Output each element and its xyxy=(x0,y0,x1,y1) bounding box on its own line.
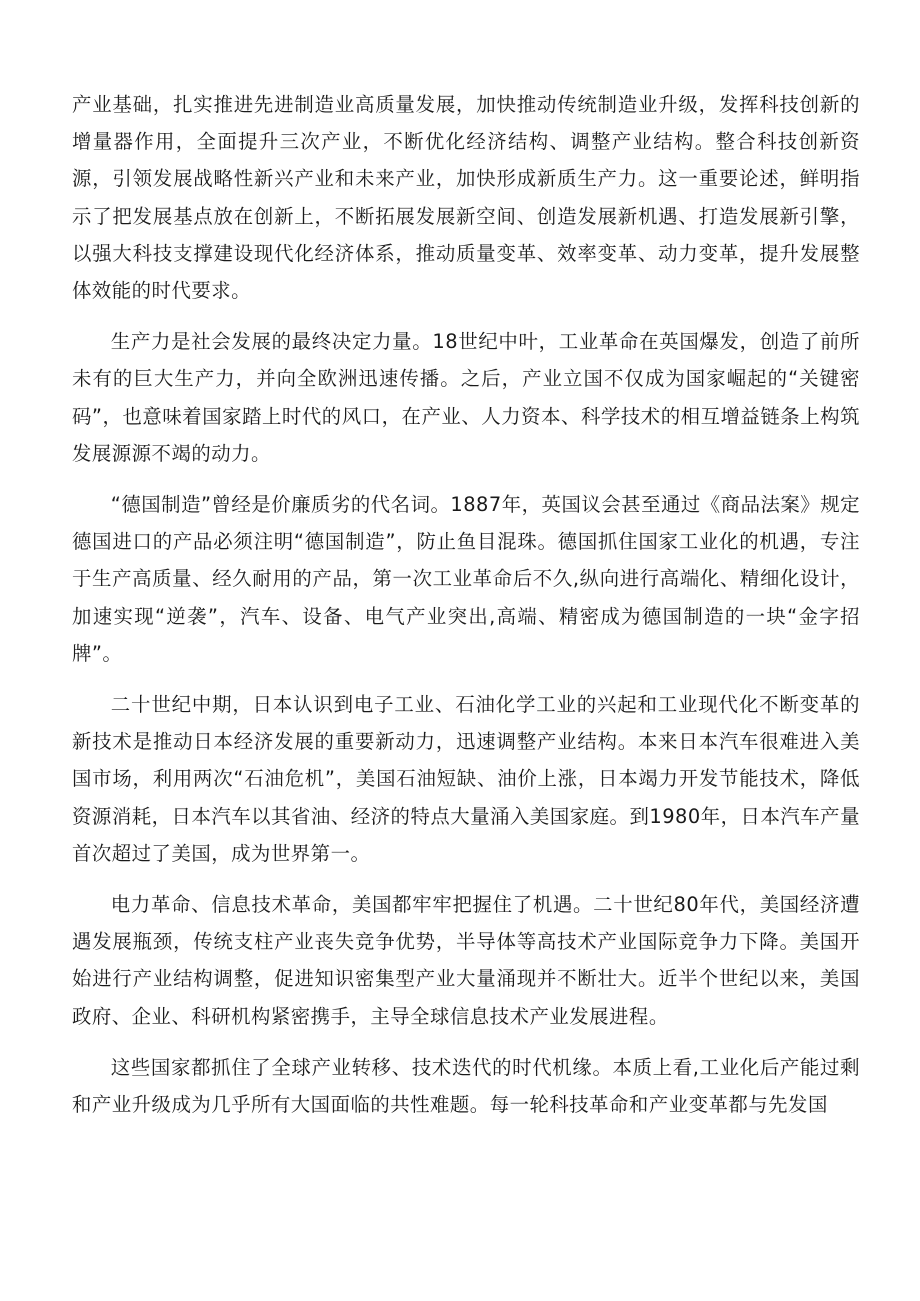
paragraph-3: “德国制造”曾经是价廉质劣的代名词。1887年，英国议会甚至通过《商品法案》规定德国进口的产品必须注明“德国制造”，防止鱼目混珠。德国抓住国家工业化的机遇，专注于生产高质量、经久耐用的产品，第一次工业革命后不久,纵向进行高端化、精细化设计，加速实现“逆袭”，汽车、设备、电气产业突出,高端、精密成为德国制造的一块“金字招牌”。 xyxy=(72,493,860,665)
paragraph-6: 这些国家都抓住了全球产业转移、技术迭代的时代机缘。本质上看,工业化后产能过剩和产业升级成为几乎所有大国面临的共性难题。每一轮科技革命和产业变革都与先发国 xyxy=(72,1055,860,1117)
paragraph-5: 电力革命、信息技术革命，美国都牢牢把握住了机遇。二十世纪80年代，美国经济遭遇发展瓶颈，传统支柱产业丧失竞争优势，半导体等高技术产业国际竞争力下降。美国开始进行产业结构调整，促进知识密集型产业大量涌现并不断壮大。近半个世纪以来，美国政府、企业、科研机构紧密携手，主导全球信息技术产业发展进程。 xyxy=(72,893,860,1028)
paragraph-4: 二十世纪中期，日本认识到电子工业、石油化学工业的兴起和工业现代化不断变革的新技术是推动日本经济发展的重要新动力，迅速调整产业结构。本来日本汽车很难进入美国市场，利用两次“石油危机”，美国石油短缺、油价上涨，日本竭力开发节能技术，降低资源消耗，日本汽车以其省油、经济的特点大量涌入美国家庭。到1980年，日本汽车产量首次超过了美国，成为世界第一。 xyxy=(72,693,860,865)
paragraph-2: 生产力是社会发展的最终决定力量。18世纪中叶，工业革命在英国爆发，创造了前所未有的巨大生产力，并向全欧洲迅速传播。之后，产业立国不仅成为国家崛起的“关键密码”，也意味着国家踏上时代的风口，在产业、人力资本、科学技术的相互增益链条上构筑发展源源不竭的动力。 xyxy=(72,330,860,465)
paragraph-1: 产业基础，扎实推进先进制造业高质量发展，加快推动传统制造业升级，发挥科技创新的增量器作用，全面提升三次产业，不断优化经济结构、调整产业结构。整合科技创新资源，引领发展战略性新兴产业和未来产业，加快形成新质生产力。这一重要论述，鲜明指示了把发展基点放在创新上，不断拓展发展新空间、创造发展新机遇、打造发展新引擎，以强大科技支撑建设现代化经济体系，推动质量变革、效率变革、动力变革，提升发展整体效能的时代要求。 xyxy=(72,93,860,303)
